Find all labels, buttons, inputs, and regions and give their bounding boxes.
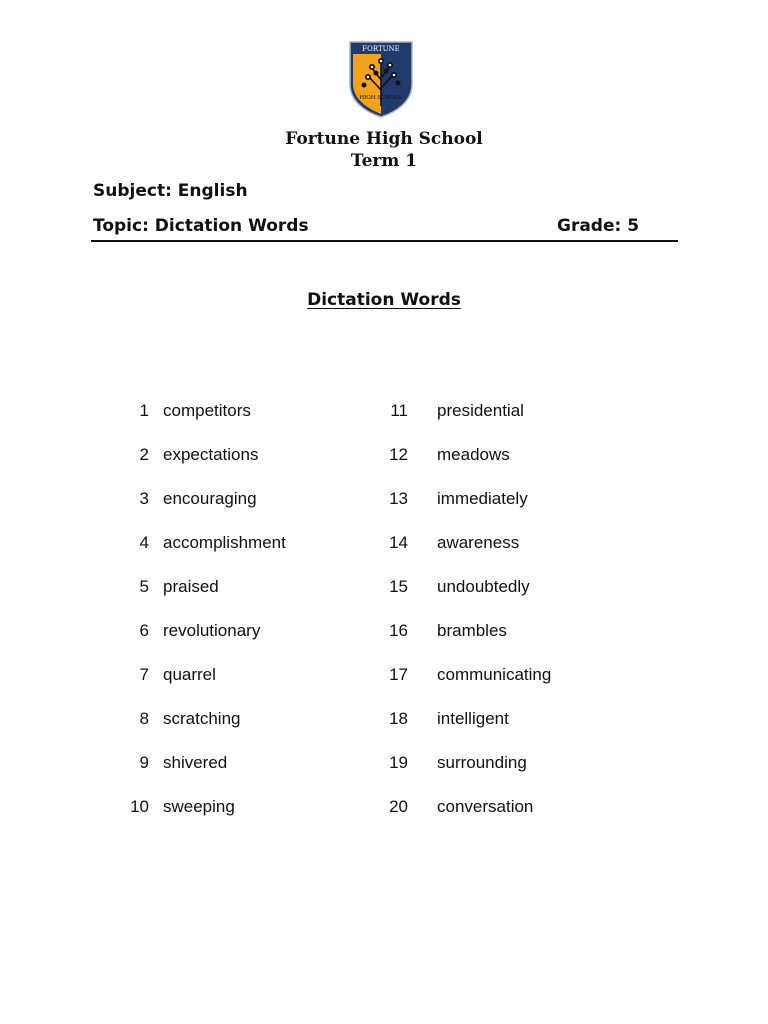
item-word: encouraging bbox=[163, 489, 257, 508]
grade-label: Grade: 5 bbox=[557, 216, 640, 236]
item-word: awareness bbox=[437, 533, 520, 552]
crest-icon bbox=[348, 40, 414, 118]
item-word: immediately bbox=[437, 489, 528, 508]
item-word: quarrel bbox=[163, 665, 216, 684]
item-word: presidential bbox=[437, 401, 524, 420]
word-list-left bbox=[112, 399, 286, 839]
school-logo bbox=[348, 40, 414, 118]
item-word: brambles bbox=[437, 621, 507, 640]
list-item bbox=[366, 487, 551, 531]
list-item bbox=[112, 399, 286, 443]
list-item bbox=[112, 575, 286, 619]
list-item bbox=[366, 619, 551, 663]
subject-label: Subject: English bbox=[93, 181, 248, 201]
list-item bbox=[366, 575, 551, 619]
item-word: praised bbox=[163, 577, 219, 596]
svg-text:FORTUNE: FORTUNE bbox=[362, 45, 400, 53]
item-number: 4 bbox=[139, 533, 149, 552]
list-title bbox=[0, 289, 768, 311]
item-word: scratching bbox=[163, 709, 241, 728]
item-number: 10 bbox=[130, 797, 149, 816]
item-number: 14 bbox=[389, 533, 408, 552]
item-number: 6 bbox=[139, 621, 149, 640]
item-number: 19 bbox=[389, 753, 408, 772]
item-number: 3 bbox=[139, 489, 149, 508]
list-item bbox=[112, 531, 286, 575]
item-number: 9 bbox=[139, 753, 149, 772]
list-item bbox=[366, 399, 551, 443]
item-word: competitors bbox=[163, 401, 251, 420]
list-item bbox=[112, 443, 286, 487]
header-divider bbox=[91, 240, 678, 242]
item-word: expectations bbox=[163, 445, 259, 464]
item-word: revolutionary bbox=[163, 621, 261, 640]
list-item bbox=[112, 751, 286, 795]
item-number: 8 bbox=[139, 709, 149, 728]
list-item bbox=[366, 751, 551, 795]
list-title-text: Dictation Words bbox=[307, 290, 461, 310]
list-item bbox=[366, 663, 551, 707]
item-number: 20 bbox=[389, 797, 408, 816]
svg-text:HIGH SCHOOL: HIGH SCHOOL bbox=[359, 95, 403, 101]
item-word: surrounding bbox=[437, 753, 527, 772]
item-word: communicating bbox=[437, 665, 552, 684]
item-number: 5 bbox=[139, 577, 149, 596]
item-number: 18 bbox=[389, 709, 408, 728]
list-item bbox=[112, 663, 286, 707]
list-item bbox=[366, 443, 551, 487]
item-number: 11 bbox=[390, 401, 408, 420]
list-item bbox=[112, 487, 286, 531]
item-number: 1 bbox=[139, 401, 149, 420]
list-item bbox=[366, 531, 551, 575]
item-number: 17 bbox=[389, 665, 408, 684]
item-word: conversation bbox=[437, 797, 534, 816]
list-item bbox=[366, 795, 551, 839]
item-word: undoubtedly bbox=[437, 577, 530, 596]
list-item bbox=[366, 707, 551, 751]
item-number: 13 bbox=[389, 489, 408, 508]
word-list-right bbox=[366, 399, 551, 839]
item-word: sweeping bbox=[163, 797, 235, 816]
item-word: shivered bbox=[163, 753, 228, 772]
item-word: meadows bbox=[437, 445, 510, 464]
item-number: 2 bbox=[139, 445, 149, 464]
item-word: intelligent bbox=[437, 709, 509, 728]
school-name: Fortune High School bbox=[285, 129, 483, 149]
topic-label: Topic: Dictation Words bbox=[93, 216, 309, 236]
item-number: 12 bbox=[389, 445, 408, 464]
list-item bbox=[112, 795, 286, 839]
item-number: 16 bbox=[389, 621, 408, 640]
item-number: 7 bbox=[139, 665, 149, 684]
term-label: Term 1 bbox=[350, 151, 418, 171]
item-number: 15 bbox=[389, 577, 408, 596]
list-item bbox=[112, 707, 286, 751]
list-item bbox=[112, 619, 286, 663]
item-word: accomplishment bbox=[163, 533, 286, 552]
